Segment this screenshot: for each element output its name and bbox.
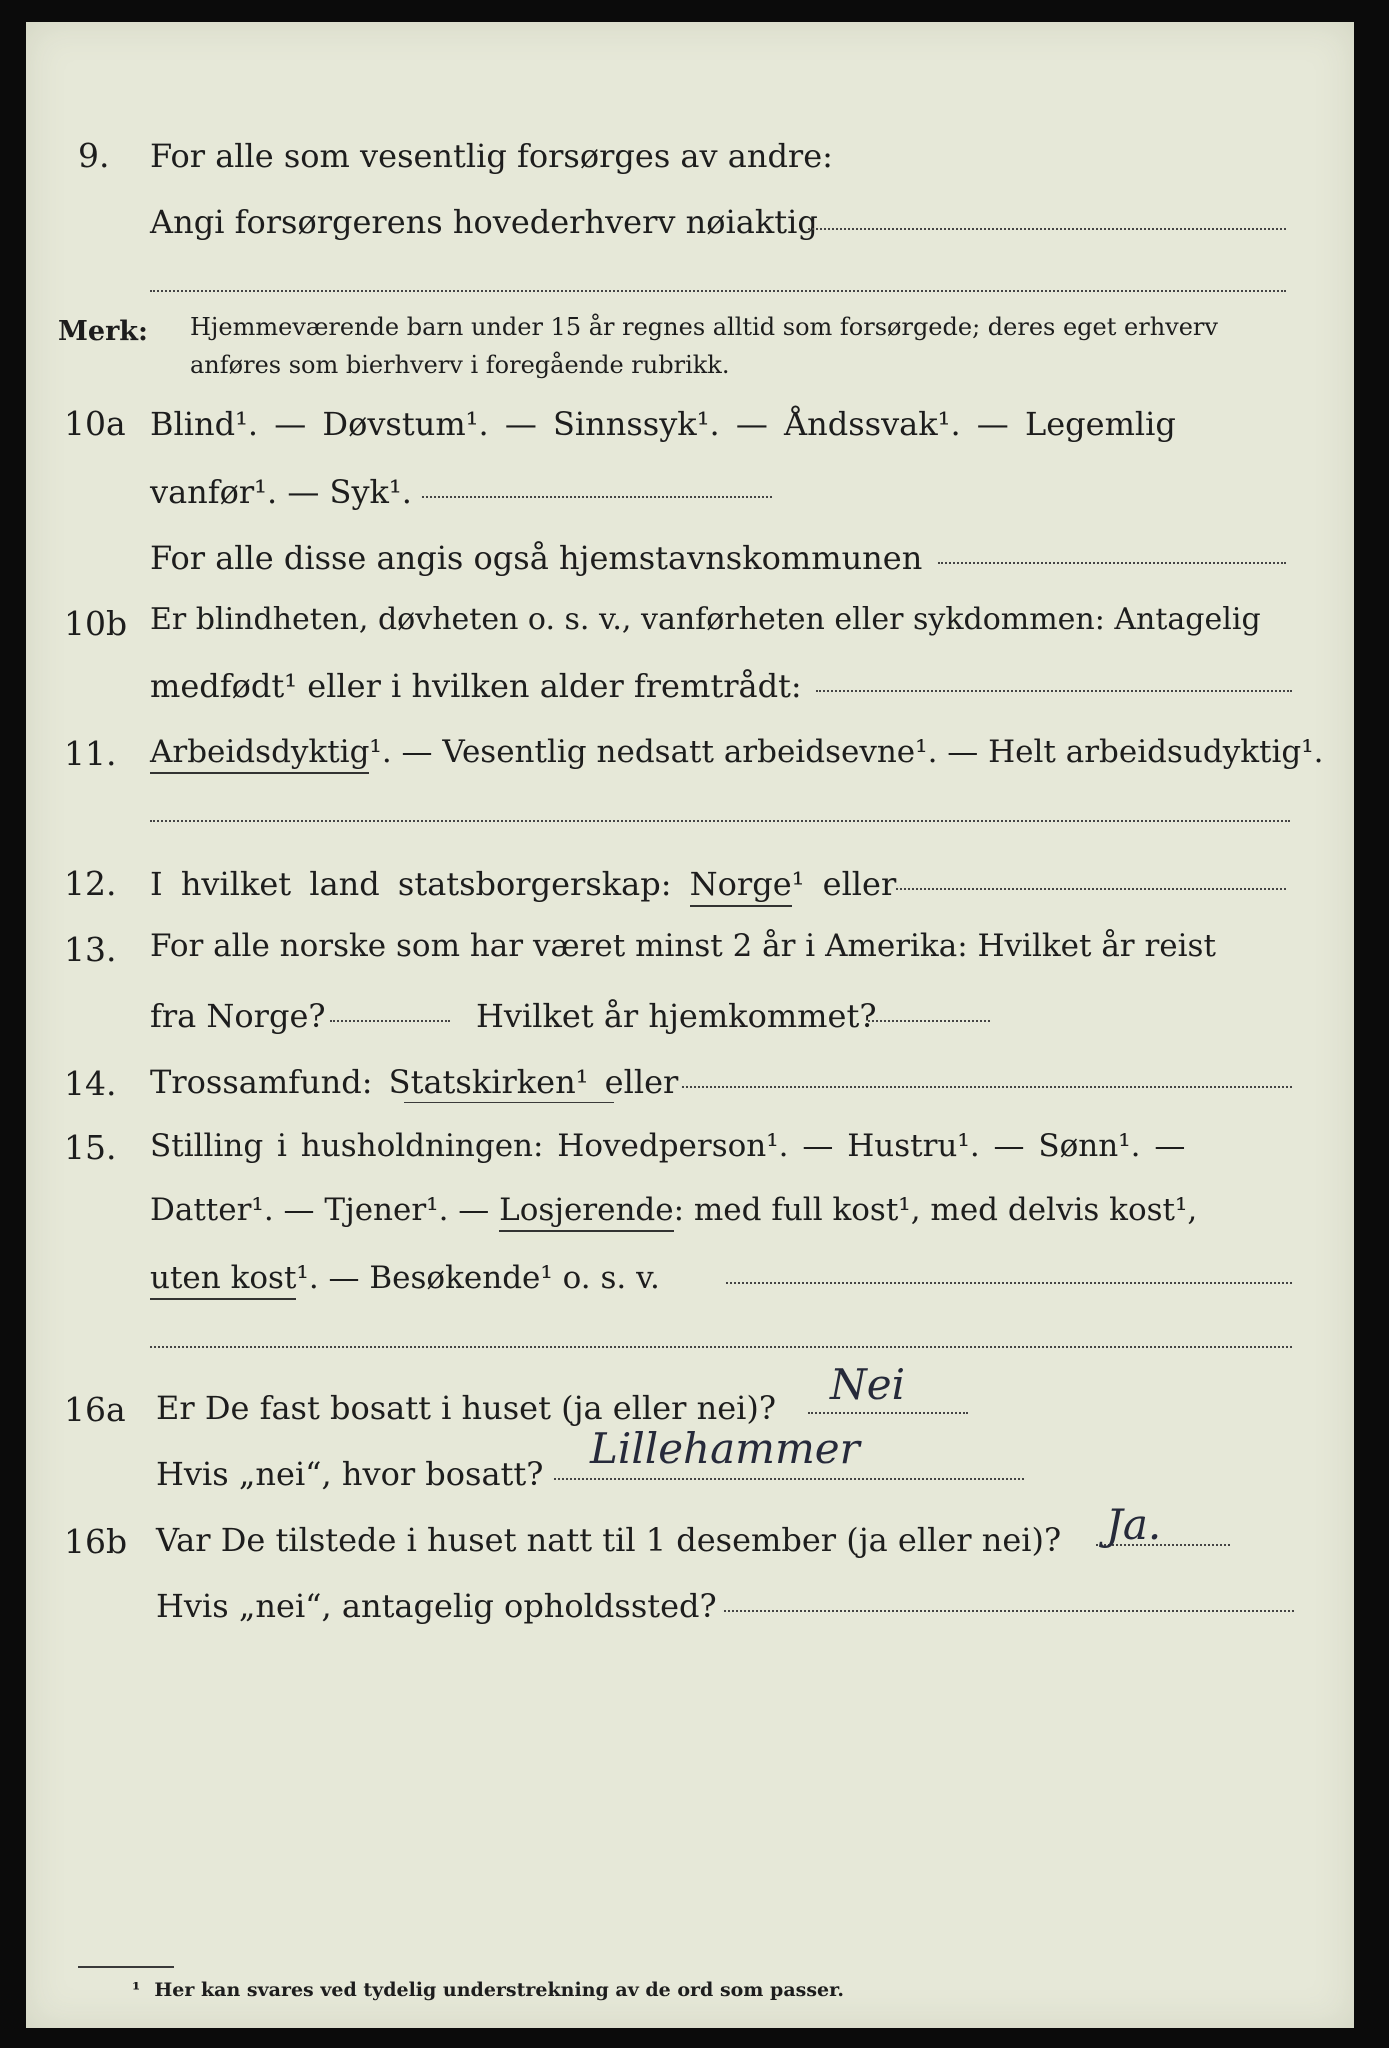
- answer-line-16a-place: [554, 1478, 1024, 1480]
- item-13-number: 13.: [64, 930, 117, 969]
- footnote-rule: [78, 1966, 174, 1968]
- answer-line-16b-place: [724, 1610, 1294, 1612]
- merk-label: Merk:: [58, 316, 148, 347]
- item-10a-line-2: vanfør¹. — Syk¹.: [150, 473, 412, 511]
- item-11-line: Arbeidsdyktig¹. — Vesentlig nedsatt arbeidsevne¹. — Helt arbeidsudyktig¹.: [150, 732, 1324, 772]
- answer-line-16a: [808, 1412, 968, 1414]
- item-14-number: 14.: [64, 1064, 117, 1103]
- item-10a-number: 10a: [64, 404, 126, 443]
- merk-line-1: Hjemmeværende barn under 15 år regnes alltid som forsørgede; deres eget erhverv: [190, 313, 1218, 341]
- losjerende-underlined: Losjerende: [499, 1192, 673, 1232]
- handwritten-ja: Ja.: [1106, 1500, 1162, 1549]
- item-12-number: 12.: [64, 864, 117, 903]
- item-9-line-1: For alle som vesentlig forsørges av andre:: [150, 137, 833, 175]
- answer-line-13-year: [330, 1020, 450, 1022]
- answer-line-10a-home: [938, 562, 1286, 564]
- item-9-line-2: Angi forsørgerens hovederhverv nøiaktig: [150, 203, 818, 241]
- answer-line-10b: [816, 690, 1292, 692]
- answer-line-15: [726, 1282, 1292, 1284]
- item-16a-line-1: Er De fast bosatt i huset (ja eller nei)?: [156, 1389, 777, 1427]
- uten-kost-underlined: uten kost: [150, 1260, 296, 1300]
- item-10b-line-1: Er blindheten, døvheten o. s. v., vanførheten eller sykdommen: Antagelig: [150, 602, 1261, 637]
- answer-line-9b: [150, 290, 1286, 292]
- item-16b-number: 16b: [64, 1522, 128, 1561]
- norge-underlined: Norge: [690, 865, 792, 907]
- answer-line-10a: [422, 496, 772, 498]
- item-13-line-2a: fra Norge?: [150, 997, 326, 1035]
- answer-line-12: [896, 888, 1286, 890]
- handwritten-nei: Nei: [830, 1360, 906, 1409]
- answer-line-14: [682, 1086, 1292, 1088]
- item-15-line-3: uten kost¹. — Besøkende¹ o. s. v.: [150, 1258, 660, 1298]
- item-16b-line-1: Var De tilstede i huset natt til 1 desember (ja eller nei)?: [156, 1521, 1062, 1559]
- item-10b-number: 10b: [64, 604, 128, 643]
- item-11-number: 11.: [64, 734, 117, 773]
- item-10b-line-2: medfødt¹ eller i hvilken alder fremtrådt:: [150, 667, 802, 705]
- item-15-line-1: Stilling i husholdningen: Hovedperson¹. — Hustru¹. — Sønn¹. —: [150, 1128, 1186, 1164]
- statskirken-underline: [404, 1102, 614, 1103]
- item-16b-line-2: Hvis „nei“, antagelig opholdssted?: [156, 1587, 717, 1625]
- item-16a-line-2: Hvis „nei“, hvor bosatt?: [156, 1455, 544, 1493]
- item-14-line: Trossamfund: Statskirken¹ eller: [150, 1063, 679, 1101]
- answer-line-9: [808, 228, 1286, 230]
- answer-line-13-return: [868, 1020, 990, 1022]
- item-12-line: I hvilket land statsborgerskap: Norge¹ eller: [150, 864, 896, 904]
- item-13-line-2b: Hvilket år hjemkommet?: [476, 997, 877, 1035]
- answer-line-15b: [150, 1346, 1292, 1348]
- item-15-line-2: Datter¹. — Tjener¹. — Losjerende: med full kost¹, med delvis kost¹,: [150, 1190, 1197, 1230]
- item-16a-number: 16a: [64, 1390, 126, 1429]
- arbeidsdyktig-underlined: Arbeidsdyktig: [150, 734, 369, 774]
- item-10a-line-3: For alle disse angis også hjemstavnskommunen: [150, 539, 923, 577]
- merk-line-2: anføres som bierhverv i foregående rubrikk.: [190, 351, 730, 379]
- handwritten-lillehammer: Lillehammer: [590, 1424, 860, 1473]
- answer-line-11: [150, 820, 1290, 822]
- item-10a-line-1: Blind¹. — Døvstum¹. — Sinnssyk¹. — Åndssvak¹. — Legemlig: [150, 405, 1176, 443]
- footnote: ¹ Her kan svares ved tydelig understrekning av de ord som passer.: [132, 1979, 844, 2001]
- item-13-line-1: For alle norske som har været minst 2 år i Amerika: Hvilket år reist: [150, 928, 1216, 964]
- item-9-number: 9.: [78, 136, 110, 175]
- item-15-number: 15.: [64, 1128, 117, 1167]
